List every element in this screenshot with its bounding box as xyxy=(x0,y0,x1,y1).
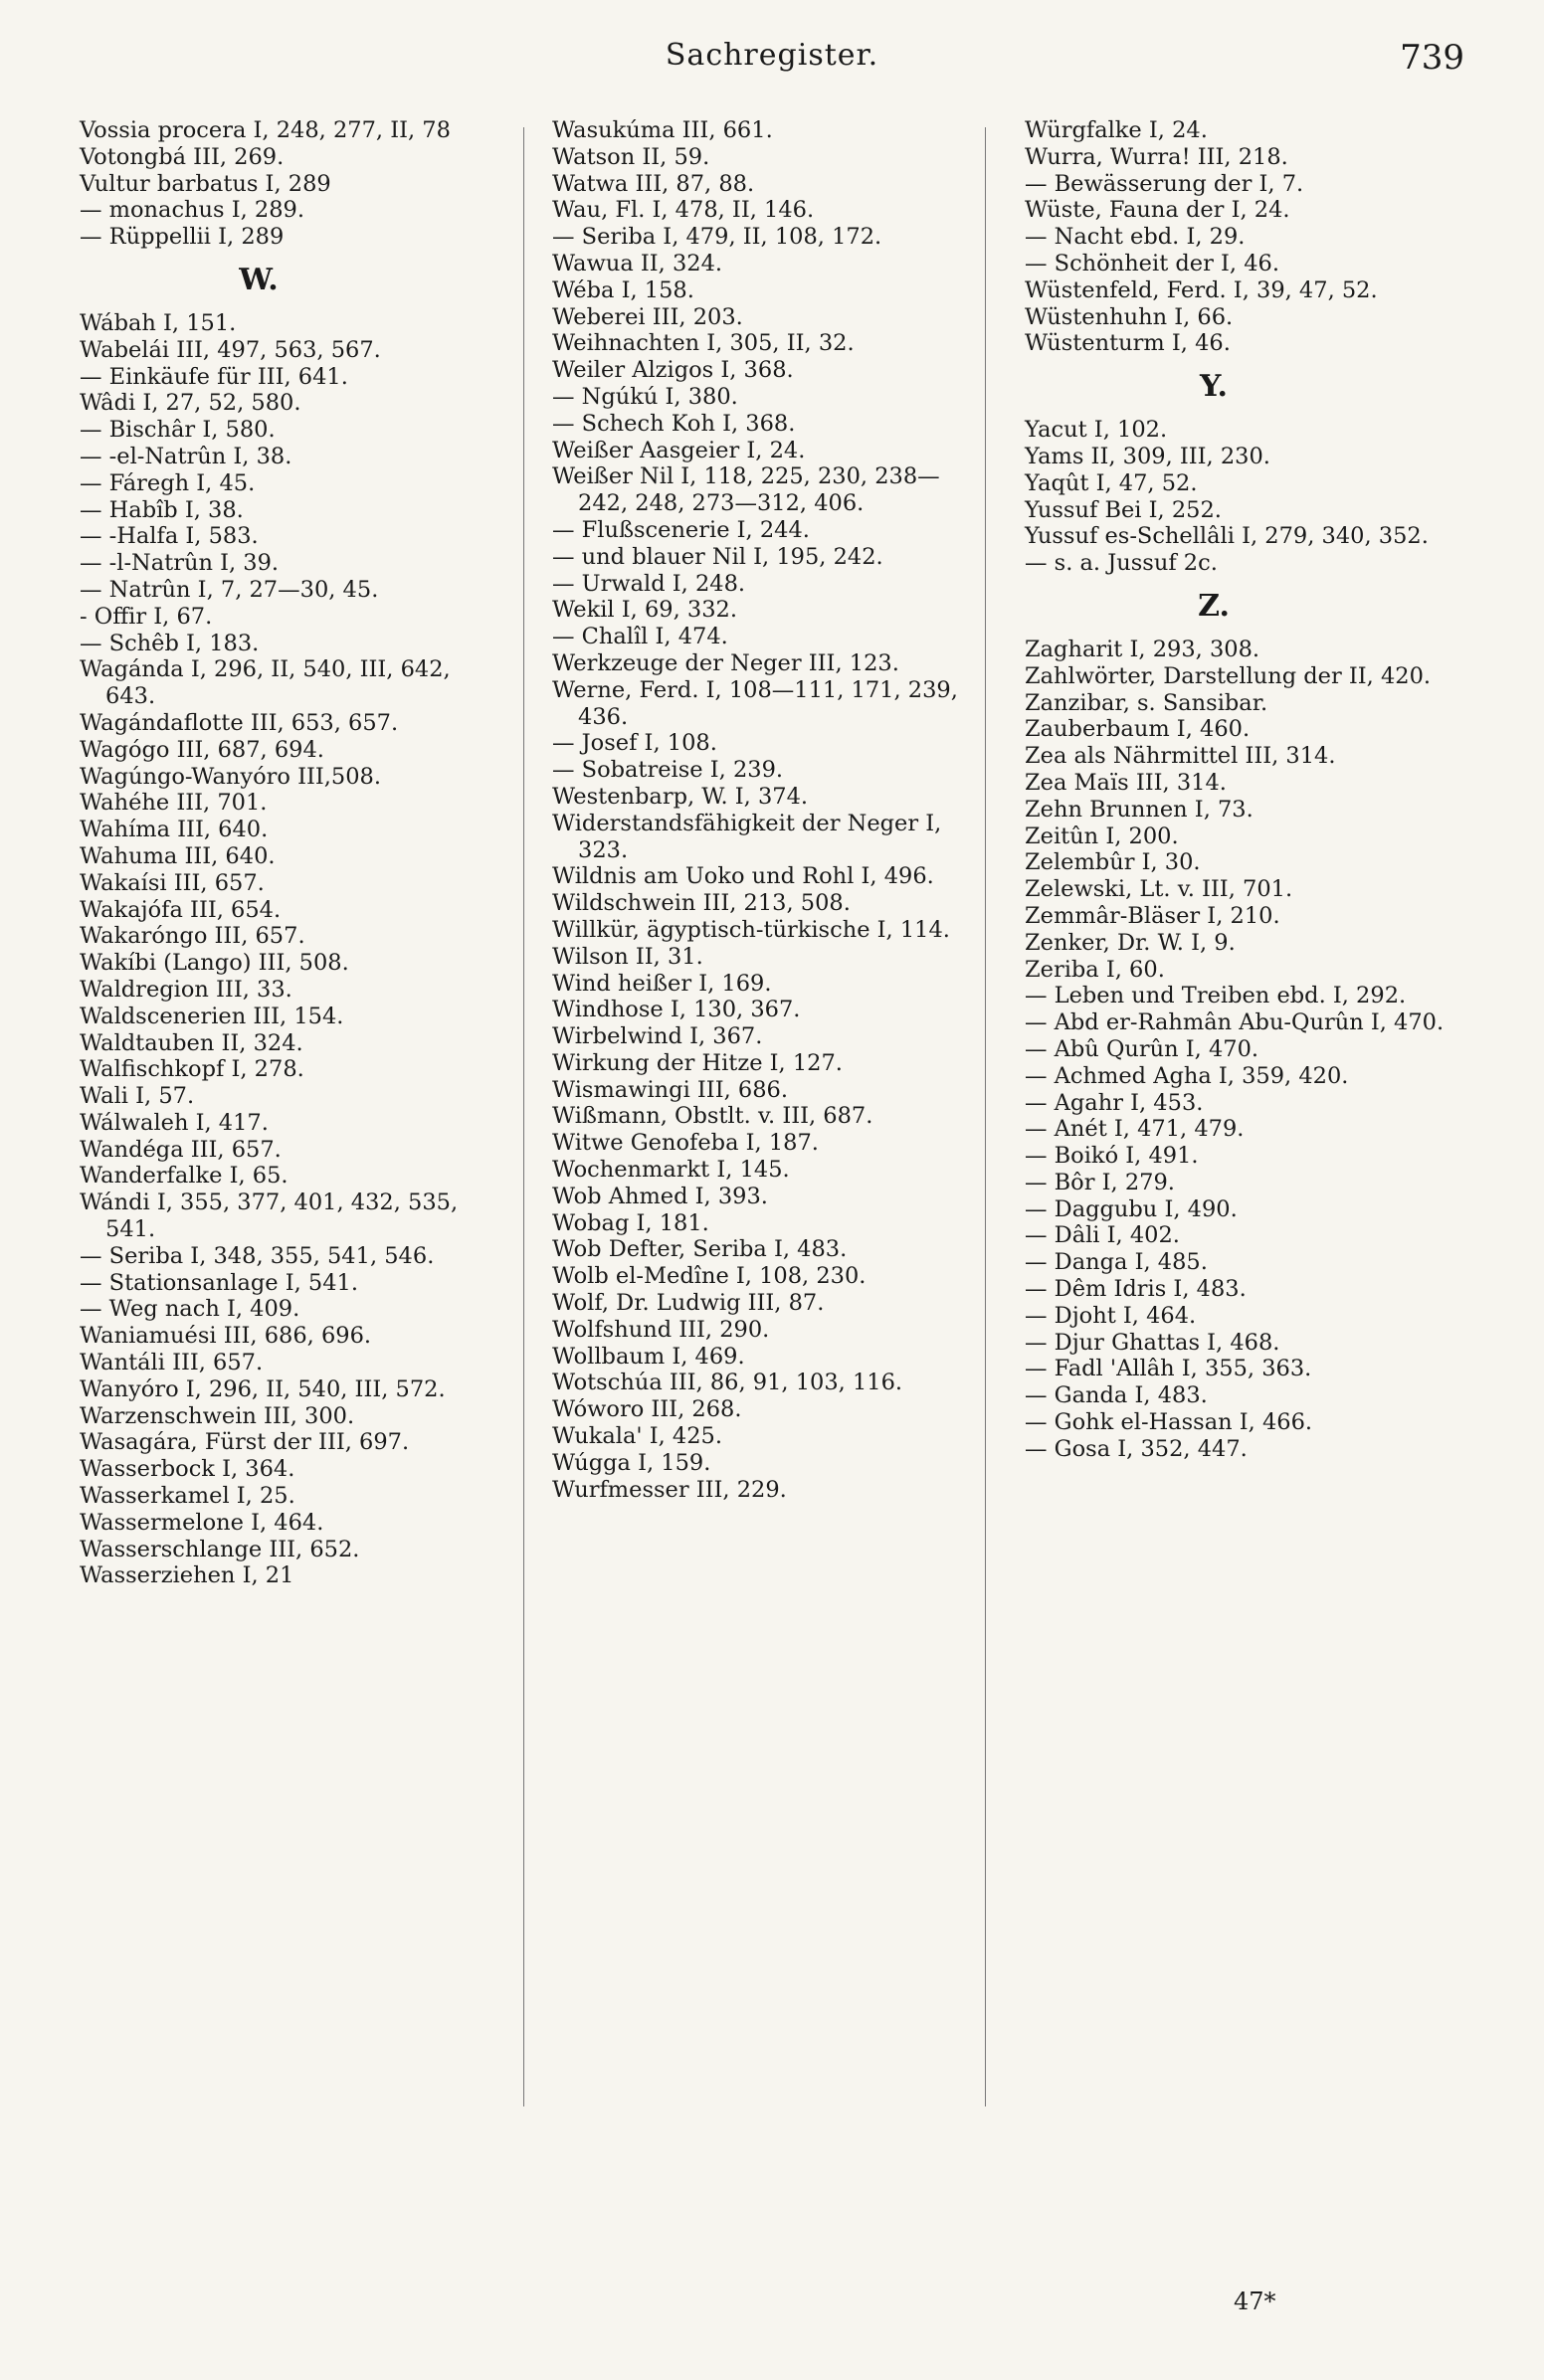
index-entry: — monachus I, 289. xyxy=(80,197,305,224)
index-entry: — Schönheit der I, 46. xyxy=(1025,250,1279,276)
index-entry: Wüstenfeld, Ferd. I, 39, 47, 52. xyxy=(1025,276,1378,303)
index-entry: — Ngúkú I, 380. xyxy=(552,383,738,410)
index-entry: Wahéhe III, 701. xyxy=(80,790,268,817)
index-entry: — Schêb I, 183. xyxy=(80,630,260,656)
index-entry: Wukala' I, 425. xyxy=(552,1423,722,1450)
section-letter: Z. xyxy=(1198,588,1230,624)
index-entry: — Urwald I, 248. xyxy=(552,570,746,597)
index-entry: Zea Maïs III, 314. xyxy=(1025,769,1227,796)
index-entry: Wüstenturm I, 46. xyxy=(1025,330,1231,357)
index-entry: Zemmâr-Bläser I, 210. xyxy=(1025,902,1280,929)
index-entry: — -l-Natrûn I, 39. xyxy=(80,550,280,577)
index-entry: — Fadl 'Allâh I, 355, 363. xyxy=(1025,1356,1312,1382)
index-entry: Wind heißer I, 169. xyxy=(552,970,772,997)
index-entry: — Leben und Treiben ebd. I, 292. xyxy=(1025,983,1407,1009)
index-entry: Westenbarp, W. I, 374. xyxy=(552,783,809,810)
index-entry: Wob Ahmed I, 393. xyxy=(552,1183,768,1209)
index-entry: Wasukúma III, 661. xyxy=(552,117,773,143)
index-entry: Zenker, Dr. W. I, 9. xyxy=(1025,929,1236,956)
index-entry: Werne, Ferd. I, 108—111, 171, 239, 436. xyxy=(552,676,958,730)
index-entry: Wálwaleh I, 417. xyxy=(80,1109,269,1136)
index-entry: — Achmed Agha I, 359, 420. xyxy=(1025,1062,1349,1089)
index-entry: Walfischkopf I, 278. xyxy=(80,1056,304,1083)
index-entry: Yacut I, 102. xyxy=(1025,417,1168,444)
index-entry: Wurfmesser III, 229. xyxy=(552,1476,787,1503)
index-entry: — Fáregh I, 45. xyxy=(80,469,256,496)
index-entry: — Daggubu I, 490. xyxy=(1025,1195,1238,1222)
index-entry: Wasserziehen I, 21 xyxy=(80,1562,294,1589)
index-entry: — und blauer Nil I, 195, 242. xyxy=(552,543,883,570)
index-entry: Wotschúa III, 86, 91, 103, 116. xyxy=(552,1370,903,1396)
index-entry: Waldscenerien III, 154. xyxy=(80,1003,344,1029)
index-entry: Wasserkamel I, 25. xyxy=(80,1483,295,1510)
index-entry: Würgfalke I, 24. xyxy=(1025,117,1208,143)
index-entry: — Anét I, 471, 479. xyxy=(1025,1116,1245,1143)
index-entry: Wirkung der Hitze I, 127. xyxy=(552,1049,843,1076)
index-entry: Vultur barbatus I, 289 xyxy=(80,170,331,197)
index-entry: — Natrûn I, 7, 27—30, 45. xyxy=(80,576,379,603)
index-entry: — Stationsanlage I, 541. xyxy=(80,1269,359,1296)
index-column-3 xyxy=(1025,117,1462,1463)
index-entry: Weißer Aasgeier I, 24. xyxy=(552,437,806,463)
index-column-1 xyxy=(80,117,497,1589)
index-entry: — Abû Qurûn I, 470. xyxy=(1025,1035,1259,1062)
index-entry: — Bischâr I, 580. xyxy=(80,417,276,444)
index-entry: Warzenschwein III, 300. xyxy=(80,1402,355,1429)
index-entry: Watwa III, 87, 88. xyxy=(552,170,755,197)
index-entry: Wandéga III, 657. xyxy=(80,1136,282,1163)
index-entry: Wakaísi III, 657. xyxy=(80,869,265,896)
index-entry: — Flußscenerie I, 244. xyxy=(552,516,810,543)
index-entry: Vossia procera I, 248, 277, II, 78 xyxy=(80,117,451,143)
column-divider xyxy=(523,127,524,2106)
sheet-signature: 47* xyxy=(1234,2288,1276,2315)
index-entry: Wúgga I, 159. xyxy=(552,1449,711,1476)
index-entry: Wakajófa III, 654. xyxy=(80,896,282,923)
index-entry: Wasserbock I, 364. xyxy=(80,1456,295,1483)
index-entry: - Offir I, 67. xyxy=(80,603,213,630)
index-columns xyxy=(80,117,1464,2266)
index-entry: — Djoht I, 464. xyxy=(1025,1302,1197,1329)
index-entry: — Seriba I, 479, II, 108, 172. xyxy=(552,224,882,251)
index-entry: Wagúngo-Wanyóro III,508. xyxy=(80,763,381,790)
index-entry: — Agahr I, 453. xyxy=(1025,1089,1204,1116)
index-entry: — s. a. Jussuf 2c. xyxy=(1025,550,1218,577)
index-entry: Weihnachten I, 305, II, 32. xyxy=(552,330,855,357)
index-entry: Wüste, Fauna der I, 24. xyxy=(1025,197,1290,224)
index-entry: Wollbaum I, 469. xyxy=(552,1343,745,1370)
index-entry: Wabelái III, 497, 563, 567. xyxy=(80,336,381,363)
index-entry: Yaqût I, 47, 52. xyxy=(1025,469,1198,496)
index-entry: Windhose I, 130, 367. xyxy=(552,997,801,1023)
index-entry: — -el-Natrûn I, 38. xyxy=(80,443,292,469)
index-entry: Wirbelwind I, 367. xyxy=(552,1023,763,1050)
index-entry: Zagharit I, 293, 308. xyxy=(1025,636,1260,662)
index-entry: Zanzibar, s. Sansibar. xyxy=(1025,689,1268,716)
index-entry: — Dêm Idris I, 483. xyxy=(1025,1276,1247,1303)
index-entry: Wurra, Wurra! III, 218. xyxy=(1025,143,1288,170)
index-entry: Wándi I, 355, 377, 401, 432, 535, 541. xyxy=(80,1190,459,1243)
index-entry: Wahíma III, 640. xyxy=(80,817,269,843)
index-entry: Wüstenhuhn I, 66. xyxy=(1025,303,1234,330)
index-entry: Wolfshund III, 290. xyxy=(552,1316,770,1343)
index-entry: Zahlwörter, Darstellung der II, 420. xyxy=(1025,662,1432,689)
index-entry: Zehn Brunnen I, 73. xyxy=(1025,796,1254,823)
index-entry: Wolf, Dr. Ludwig III, 87. xyxy=(552,1290,825,1317)
index-entry: Wagándaflotte III, 653, 657. xyxy=(80,709,399,736)
page-number: 739 xyxy=(1400,38,1464,78)
index-entry: Waniamuési III, 686, 696. xyxy=(80,1323,372,1350)
index-entry: Wagánda I, 296, II, 540, III, 642, 643. xyxy=(80,656,451,710)
index-entry: Weißer Nil I, 118, 225, 230, 238—242, 248, 273—312, 406. xyxy=(552,463,940,517)
index-entry: — Abd er-Rahmân Abu-Qurûn I, 470. xyxy=(1025,1009,1445,1036)
index-entry: — Bôr I, 279. xyxy=(1025,1169,1175,1195)
index-entry: Wißmann, Obstlt. v. III, 687. xyxy=(552,1103,873,1130)
index-entry: Willkür, ägyptisch-türkische I, 114. xyxy=(552,916,950,943)
index-entry: Witwe Genofeba I, 187. xyxy=(552,1130,819,1157)
index-entry: — Rüppellii I, 289 xyxy=(80,224,285,251)
index-entry: — Dâli I, 402. xyxy=(1025,1222,1180,1249)
index-entry: — Sobatreise I, 239. xyxy=(552,757,784,784)
index-entry: Wildschwein III, 213, 508. xyxy=(552,890,851,917)
index-entry: Wassermelone I, 464. xyxy=(80,1509,324,1536)
index-entry: Wolb el-Medîne I, 108, 230. xyxy=(552,1263,867,1290)
index-entry: Wekil I, 69, 332. xyxy=(552,597,738,624)
index-entry: Zea als Nährmittel III, 314. xyxy=(1025,743,1336,770)
index-entry: Weiler Alzigos I, 368. xyxy=(552,357,794,384)
index-entry: Wanyóro I, 296, II, 540, III, 572. xyxy=(80,1375,446,1402)
index-column-2 xyxy=(552,117,970,1503)
index-entry: Widerstandsfähigkeit der Neger I, 323. xyxy=(552,810,942,863)
index-entry: Wochenmarkt I, 145. xyxy=(552,1157,790,1184)
index-entry: — Habîb I, 38. xyxy=(80,496,244,523)
index-entry: Wilson II, 31. xyxy=(552,943,703,970)
index-entry: Zauberbaum I, 460. xyxy=(1025,716,1251,743)
index-entry: Wagógo III, 687, 694. xyxy=(80,736,324,763)
index-entry: — Boikó I, 491. xyxy=(1025,1143,1199,1170)
index-entry: Wábah I, 151. xyxy=(80,309,237,336)
running-title: Sachregister. xyxy=(665,38,879,73)
index-entry: — Gosa I, 352, 447. xyxy=(1025,1435,1248,1462)
index-entry: — -Halfa I, 583. xyxy=(80,523,259,550)
section-letter: W. xyxy=(239,262,279,297)
index-entry: — Djur Ghattas I, 468. xyxy=(1025,1329,1280,1356)
index-entry: — Gohk el-Hassan I, 466. xyxy=(1025,1409,1313,1436)
index-entry: Waldregion III, 33. xyxy=(80,976,292,1003)
index-entry: — Ganda I, 483. xyxy=(1025,1382,1208,1409)
index-entry: Wob Defter, Seriba I, 483. xyxy=(552,1236,848,1263)
index-entry: Wobag I, 181. xyxy=(552,1209,709,1236)
index-entry: Yussuf Bei I, 252. xyxy=(1025,496,1222,523)
index-entry: Wasserschlange III, 652. xyxy=(80,1536,360,1562)
index-entry: Wau, Fl. I, 478, II, 146. xyxy=(552,197,815,224)
section-letter: Y. xyxy=(1200,369,1228,405)
index-entry: — Schech Koh I, 368. xyxy=(552,410,796,437)
index-entry: Wasagára, Fürst der III, 697. xyxy=(80,1429,410,1456)
index-entry: Weberei III, 203. xyxy=(552,303,743,330)
index-entry: Zelewski, Lt. v. III, 701. xyxy=(1025,876,1293,903)
index-entry: Yussuf es-Schellâli I, 279, 340, 352. xyxy=(1025,523,1429,550)
index-entry: Wali I, 57. xyxy=(80,1083,195,1110)
column-divider xyxy=(985,127,986,2106)
index-entry: Wâdi I, 27, 52, 580. xyxy=(80,390,301,417)
index-entry: — Danga I, 485. xyxy=(1025,1249,1208,1276)
index-entry: — Bewässerung der I, 7. xyxy=(1025,170,1304,197)
index-entry: Wahuma III, 640. xyxy=(80,842,276,869)
page-header xyxy=(80,38,1464,84)
index-entry: Wildnis am Uoko und Rohl I, 496. xyxy=(552,863,934,890)
index-entry: Wakaróngo III, 657. xyxy=(80,923,305,950)
index-entry: — Josef I, 108. xyxy=(552,730,717,757)
index-entry: Waldtauben II, 324. xyxy=(80,1029,303,1056)
index-entry: Wéba I, 158. xyxy=(552,276,694,303)
index-entry: Votongbá III, 269. xyxy=(80,143,285,170)
index-entry: Watson II, 59. xyxy=(552,143,710,170)
index-entry: Wantáli III, 657. xyxy=(80,1350,264,1376)
index-entry: Wanderfalke I, 65. xyxy=(80,1163,289,1190)
index-entry: — Weg nach I, 409. xyxy=(80,1296,300,1323)
index-entry: Wakíbi (Lango) III, 508. xyxy=(80,950,349,977)
index-entry: Zeriba I, 60. xyxy=(1025,956,1165,983)
index-entry: — Chalîl I, 474. xyxy=(552,624,728,650)
index-entry: Wismawingi III, 686. xyxy=(552,1076,788,1103)
index-entry: — Seriba I, 348, 355, 541, 546. xyxy=(80,1242,435,1269)
index-entry: Wóworo III, 268. xyxy=(552,1396,742,1423)
index-entry: — Nacht ebd. I, 29. xyxy=(1025,224,1246,251)
index-entry: Yams II, 309, III, 230. xyxy=(1025,443,1270,469)
index-entry: Wawua II, 324. xyxy=(552,250,723,276)
index-entry: Zeitûn I, 200. xyxy=(1025,823,1179,849)
index-entry: Zelembûr I, 30. xyxy=(1025,849,1201,876)
index-entry: Werkzeuge der Neger III, 123. xyxy=(552,649,899,676)
index-entry: — Einkäufe für III, 641. xyxy=(80,363,348,390)
